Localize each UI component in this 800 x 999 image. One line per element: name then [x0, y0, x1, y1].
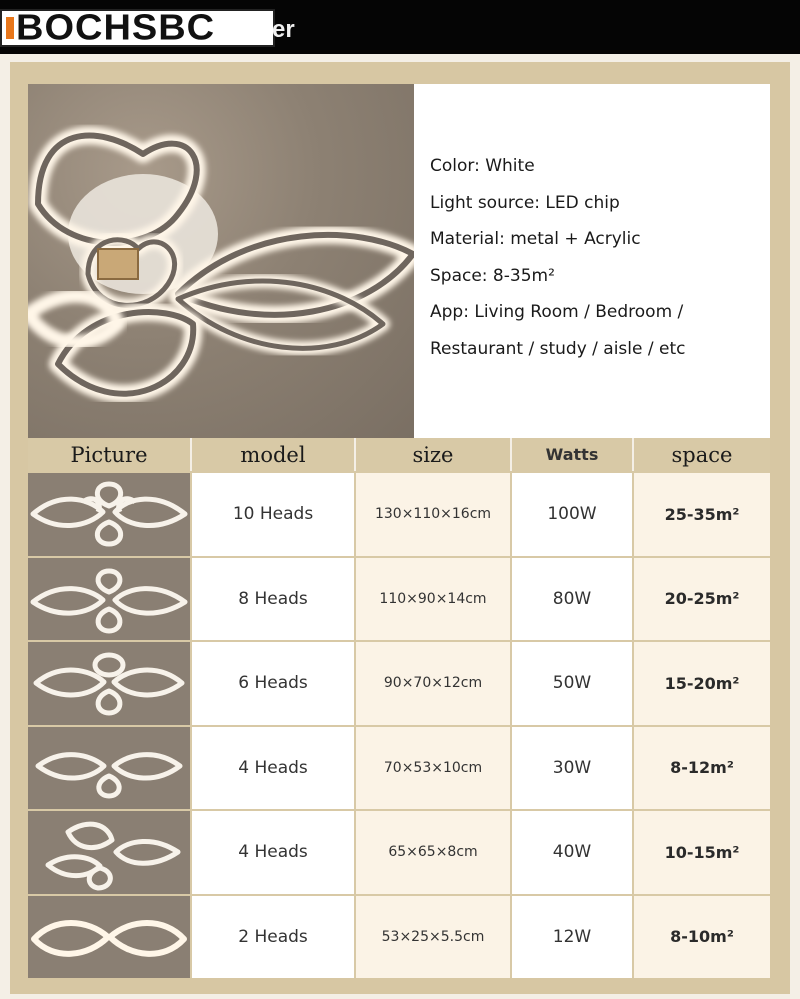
- row-watts: 80W: [510, 558, 632, 641]
- chandelier-thumb-icon: [28, 473, 190, 556]
- row-watts: 100W: [510, 473, 632, 556]
- row-model: 4 Heads: [190, 727, 354, 810]
- spec-material: Material: metal + Acrylic: [430, 229, 641, 250]
- row-model: 10 Heads: [190, 473, 354, 556]
- header-picture: Picture: [70, 442, 148, 467]
- row-thumbnail: [28, 811, 190, 894]
- row-space: 20-25m²: [632, 558, 770, 641]
- row-model: 6 Heads: [190, 642, 354, 725]
- chandelier-thumb-icon: [28, 558, 190, 641]
- chandelier-thumb-icon: [28, 811, 190, 894]
- table-row: [28, 809, 770, 894]
- brand-name: BOCHSBC: [16, 9, 216, 47]
- header-model: model: [190, 438, 354, 471]
- row-size: 110×90×14cm: [354, 558, 510, 641]
- model-table: [28, 438, 770, 978]
- row-watts: 50W: [510, 642, 632, 725]
- brand-accent-bar: [6, 17, 14, 39]
- table-row: [28, 471, 770, 556]
- table-row: [28, 725, 770, 810]
- row-thumbnail: [28, 896, 190, 979]
- header-suffix-text: er: [272, 16, 295, 43]
- row-space: 10-15m²: [632, 811, 770, 894]
- row-model: 8 Heads: [190, 558, 354, 641]
- row-thumbnail: [28, 558, 190, 641]
- brand-logo: [0, 9, 275, 47]
- row-space: 8-12m²: [632, 727, 770, 810]
- header-watts: Watts: [510, 438, 632, 471]
- spec-app-line1: App: Living Room / Bedroom /: [430, 302, 684, 323]
- row-space: 15-20m²: [632, 642, 770, 725]
- table-row: [28, 894, 770, 979]
- row-size: 70×53×10cm: [354, 727, 510, 810]
- table-header: [28, 438, 770, 471]
- chandelier-illustration: [28, 84, 414, 438]
- row-size: 65×65×8cm: [354, 811, 510, 894]
- spec-color: Color: White: [430, 156, 535, 176]
- spec-panel: [414, 84, 770, 438]
- header-size: size: [354, 438, 510, 471]
- row-watts: 40W: [510, 811, 632, 894]
- row-thumbnail: [28, 642, 190, 725]
- spec-app-line2: Restaurant / study / aisle / etc: [430, 338, 686, 359]
- row-watts: 12W: [510, 896, 632, 979]
- table-row: [28, 556, 770, 641]
- row-space: 25-35m²: [632, 473, 770, 556]
- row-model: 4 Heads: [190, 811, 354, 894]
- chandelier-thumb-icon: [28, 642, 190, 725]
- chandelier-thumb-icon: [28, 727, 190, 810]
- spec-space: Space: 8-35m²: [430, 265, 555, 286]
- row-size: 90×70×12cm: [354, 642, 510, 725]
- spec-light-source: Light source: LED chip: [430, 192, 620, 213]
- header-bar: [0, 0, 800, 54]
- row-size: 53×25×5.5cm: [354, 896, 510, 979]
- row-watts: 30W: [510, 727, 632, 810]
- row-thumbnail: [28, 473, 190, 556]
- chandelier-thumb-icon: [28, 896, 190, 979]
- row-thumbnail: [28, 727, 190, 810]
- row-size: 130×110×16cm: [354, 473, 510, 556]
- row-model: 2 Heads: [190, 896, 354, 979]
- header-space: space: [632, 438, 770, 471]
- row-space: 8-10m²: [632, 896, 770, 979]
- chandelier-photo: [28, 84, 414, 438]
- table-row: [28, 640, 770, 725]
